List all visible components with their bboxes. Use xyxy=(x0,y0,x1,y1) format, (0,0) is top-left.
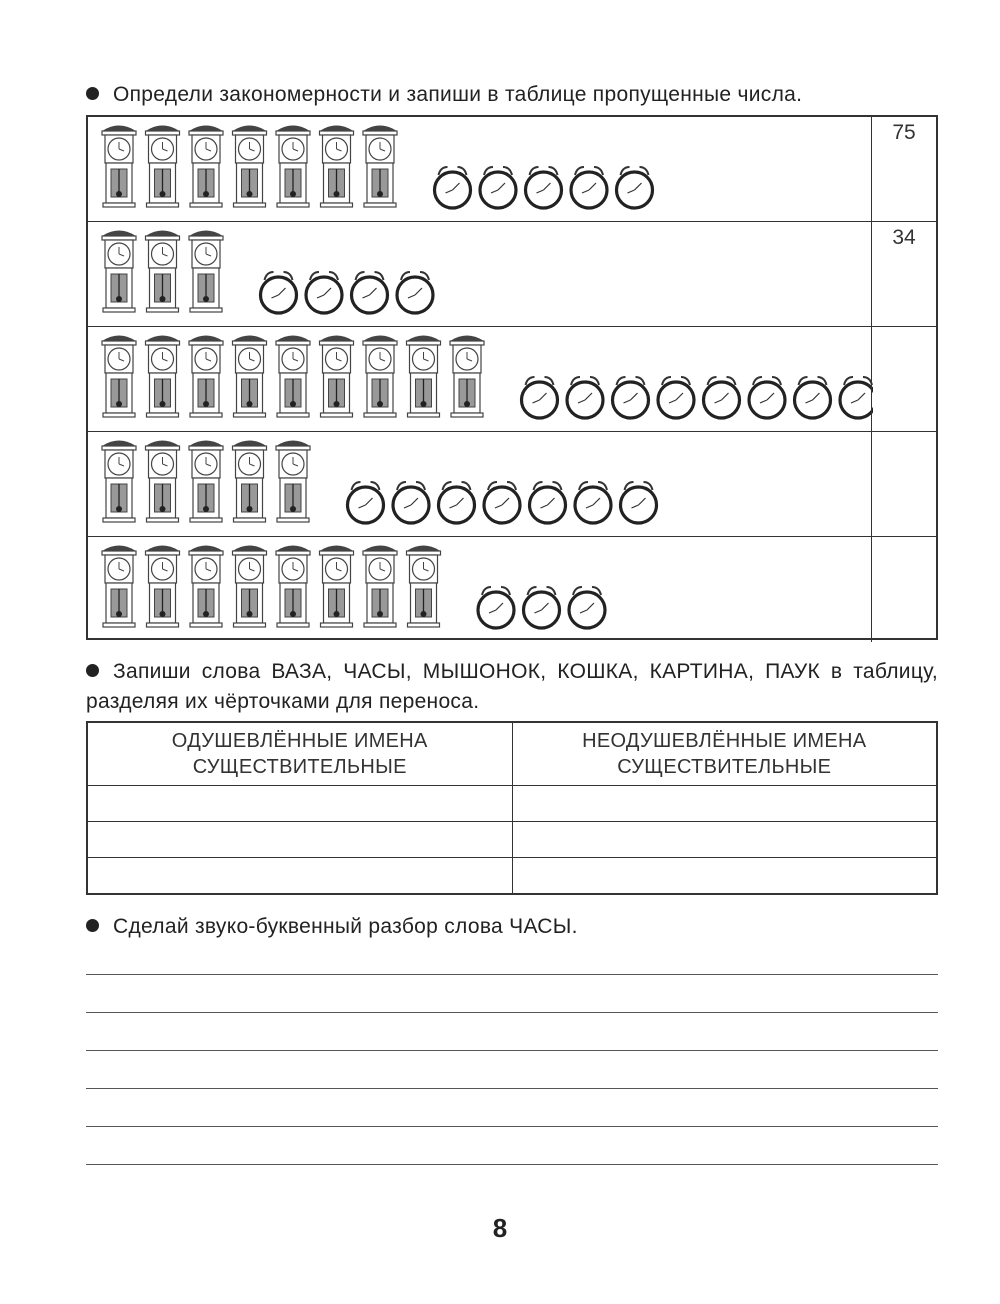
clock-row-drawing xyxy=(88,432,873,537)
alarm-clock-icon xyxy=(397,272,433,313)
grandfather-clock-icon xyxy=(233,126,267,207)
inanimate-answer-cell[interactable] xyxy=(512,858,937,895)
grandfather-clock-icon xyxy=(189,546,223,627)
clock-row-drawing xyxy=(88,327,873,432)
clock-row-drawing xyxy=(88,117,873,222)
alarm-clock-icon xyxy=(567,377,603,418)
task-1-instruction xyxy=(86,80,938,110)
grandfather-clock-icon xyxy=(320,546,354,627)
alarm-clock-icon xyxy=(306,272,342,313)
answer-cell[interactable] xyxy=(871,327,936,431)
alarm-clock-icon xyxy=(484,482,520,523)
alarm-clock-icon xyxy=(526,167,562,208)
grandfather-clock-icon xyxy=(450,336,484,417)
answer-cell[interactable]: 75 xyxy=(871,117,936,221)
writing-line[interactable] xyxy=(86,1050,938,1051)
inanimate-answer-cell[interactable] xyxy=(512,822,937,858)
alarm-clock-icon xyxy=(439,482,475,523)
writing-line[interactable] xyxy=(86,974,938,975)
grandfather-clock-icon xyxy=(102,546,136,627)
alarm-clock-icon xyxy=(478,587,514,628)
alarm-clock-icon xyxy=(658,377,694,418)
bullet-icon xyxy=(86,664,99,677)
clock-row xyxy=(88,537,936,642)
alarm-clock-icon xyxy=(435,167,471,208)
clock-row-drawing xyxy=(88,222,873,327)
grandfather-clock-icon xyxy=(233,336,267,417)
answer-cell[interactable] xyxy=(871,537,936,642)
grandfather-clock-icon xyxy=(102,441,136,522)
grandfather-clock-icon xyxy=(276,336,310,417)
clock-row xyxy=(88,222,936,327)
grandfather-clock-icon xyxy=(102,231,136,312)
alarm-clock-icon xyxy=(569,587,605,628)
writing-line[interactable] xyxy=(86,1088,938,1089)
grandfather-clock-icon xyxy=(276,441,310,522)
grandfather-clock-icon xyxy=(189,336,223,417)
answer-cell[interactable]: 34 xyxy=(871,222,936,326)
grandfather-clock-icon xyxy=(276,126,310,207)
alarm-clock-icon xyxy=(524,587,560,628)
alarm-clock-icon xyxy=(522,377,558,418)
alarm-clock-icon xyxy=(617,167,653,208)
alarm-clock-icon xyxy=(393,482,429,523)
grandfather-clock-icon xyxy=(407,546,441,627)
alarm-clock-icon xyxy=(261,272,297,313)
grandfather-clock-icon xyxy=(189,441,223,522)
alarm-clock-icon xyxy=(348,482,384,523)
alarm-clock-icon xyxy=(749,377,785,418)
clock-row-drawing xyxy=(88,537,873,642)
writing-line[interactable] xyxy=(86,1012,938,1013)
alarm-clock-icon xyxy=(704,377,740,418)
alarm-clock-icon xyxy=(621,482,657,523)
grandfather-clock-icon xyxy=(276,546,310,627)
grandfather-clock-icon xyxy=(189,126,223,207)
grandfather-clock-icon xyxy=(363,546,397,627)
grandfather-clock-icon xyxy=(102,126,136,207)
animate-nouns-header: ОДУШЕВЛЁННЫЕ ИМЕНА СУЩЕСТВИТЕЛЬНЫЕ xyxy=(87,722,512,786)
alarm-clock-icon xyxy=(352,272,388,313)
alarm-clock-icon xyxy=(840,377,873,418)
alarm-clock-icon xyxy=(480,167,516,208)
answer-cell[interactable] xyxy=(871,432,936,536)
alarm-clock-icon xyxy=(571,167,607,208)
task-3-instruction xyxy=(86,912,938,942)
grandfather-clock-icon xyxy=(363,336,397,417)
inanimate-nouns-header: НЕОДУШЕВЛЁННЫЕ ИМЕНА СУЩЕСТВИТЕЛЬНЫЕ xyxy=(512,722,937,786)
grandfather-clock-icon xyxy=(146,546,180,627)
alarm-clock-icon xyxy=(613,377,649,418)
grandfather-clock-icon xyxy=(146,231,180,312)
grandfather-clock-icon xyxy=(189,231,223,312)
grandfather-clock-icon xyxy=(146,126,180,207)
grandfather-clock-icon xyxy=(320,126,354,207)
writing-line[interactable] xyxy=(86,1164,938,1165)
clock-row xyxy=(88,432,936,537)
clock-pattern-table xyxy=(86,115,938,640)
grandfather-clock-icon xyxy=(146,336,180,417)
page-number: 8 xyxy=(492,1213,508,1243)
grandfather-clock-icon xyxy=(146,441,180,522)
clock-row xyxy=(88,117,936,222)
task-2-text: Запиши слова ВАЗА, ЧАСЫ, МЫШОНОК, КОШКА, КАРТИНА, ПАУК в таблицу, разделяя их чёрточками для переноса. xyxy=(86,660,938,713)
writing-line[interactable] xyxy=(86,1126,938,1127)
grandfather-clock-icon xyxy=(363,126,397,207)
animate-answer-cell[interactable] xyxy=(87,786,512,822)
animate-answer-cell[interactable] xyxy=(87,858,512,895)
task-3-text: Сделай звуко-буквенный разбор слова ЧАСЫ. xyxy=(113,915,578,938)
animate-answer-cell[interactable] xyxy=(87,822,512,858)
clock-row xyxy=(88,327,936,432)
bullet-icon xyxy=(86,919,99,932)
alarm-clock-icon xyxy=(795,377,831,418)
nouns-table xyxy=(86,721,938,895)
grandfather-clock-icon xyxy=(320,336,354,417)
grandfather-clock-icon xyxy=(233,546,267,627)
grandfather-clock-icon xyxy=(233,441,267,522)
task-2-instruction xyxy=(86,657,938,717)
alarm-clock-icon xyxy=(575,482,611,523)
inanimate-answer-cell[interactable] xyxy=(512,786,937,822)
bullet-icon xyxy=(86,87,99,100)
alarm-clock-icon xyxy=(530,482,566,523)
grandfather-clock-icon xyxy=(102,336,136,417)
task-1-text: Определи закономерности и запиши в таблице пропущенные числа. xyxy=(113,83,803,106)
grandfather-clock-icon xyxy=(407,336,441,417)
